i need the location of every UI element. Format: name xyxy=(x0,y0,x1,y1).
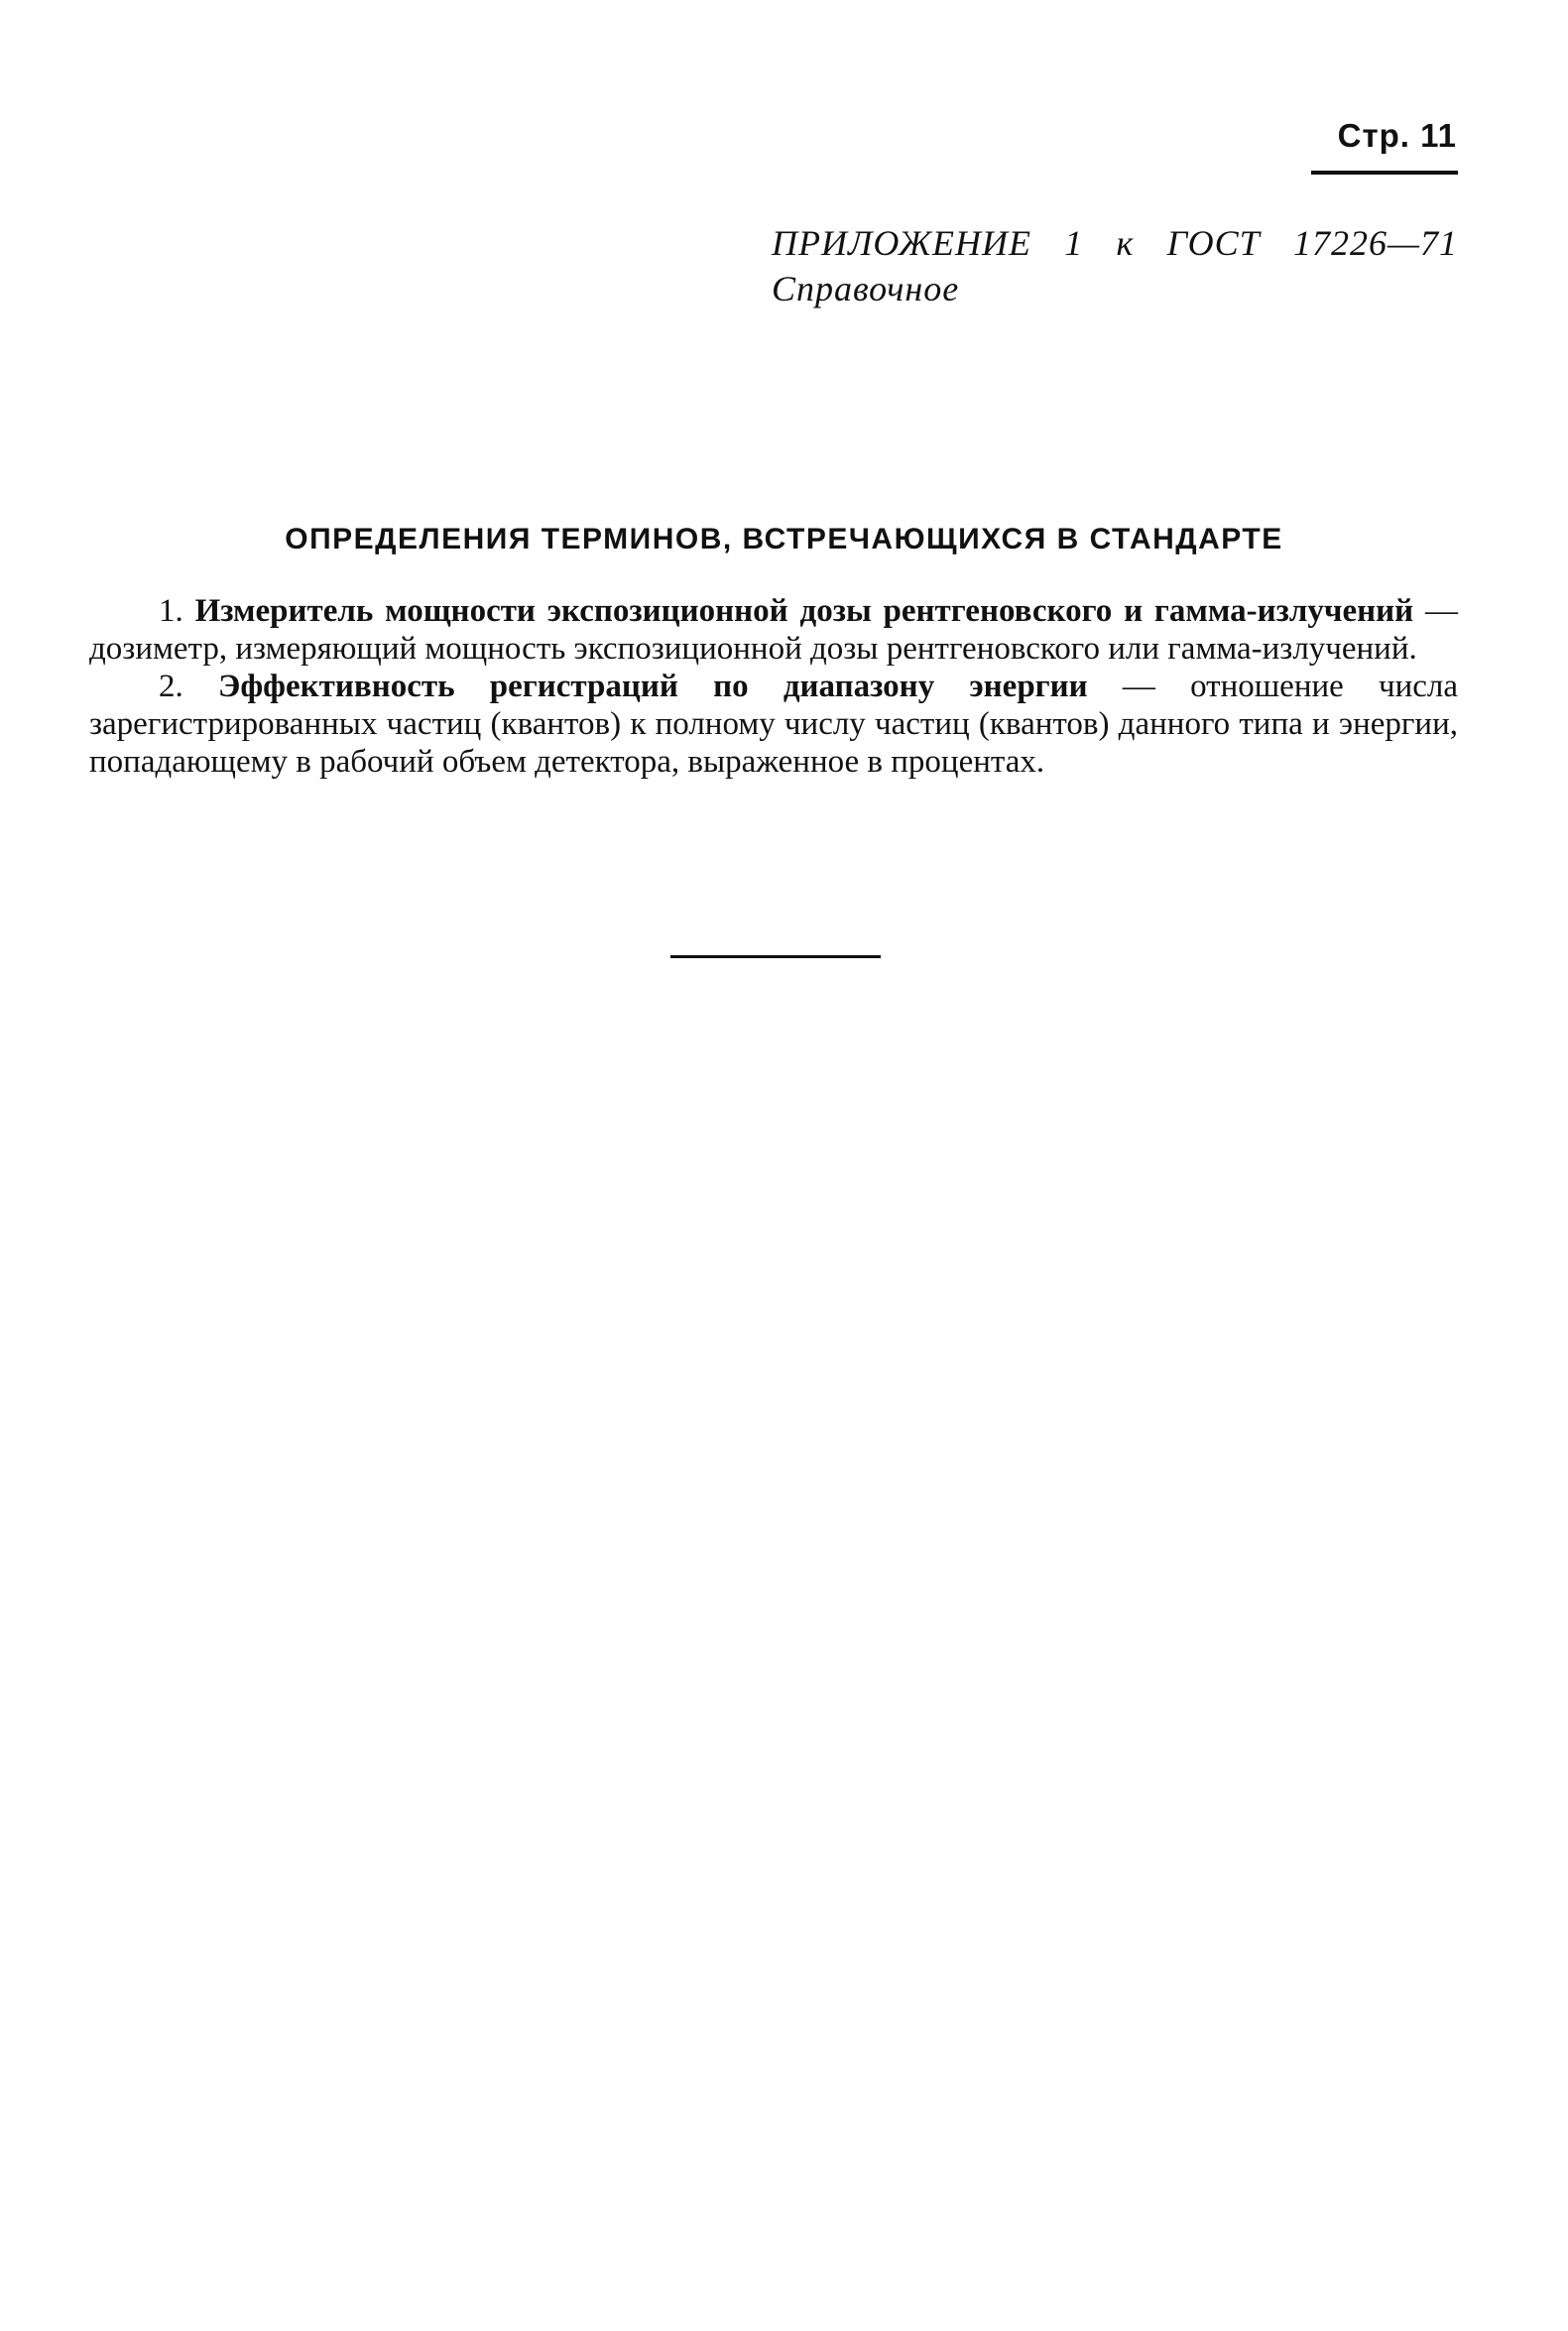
appendix-block xyxy=(772,220,1458,311)
appendix-title-word: 1 xyxy=(1064,223,1084,263)
appendix-title-word: ПРИЛОЖЕНИЕ xyxy=(772,223,1031,263)
definition-text: дозиметр, измеряющий мощность экспозиционной дозы рентгеновского или гамма-излучений. xyxy=(89,631,1417,667)
appendix-subtitle: Справочное xyxy=(772,269,960,308)
appendix-title-word: к xyxy=(1116,223,1135,263)
definitions-list xyxy=(89,592,1458,781)
page-number: Стр. 11 xyxy=(1337,117,1457,154)
definition-dash: — xyxy=(1087,669,1191,704)
appendix-title-word: 17226—71 xyxy=(1292,223,1458,263)
section-heading: ОПРЕДЕЛЕНИЯ ТЕРМИНОВ, ВСТРЕЧАЮЩИХСЯ В СТАНДАРТЕ xyxy=(285,523,1283,555)
definition-term: Эффективность регистраций по диапазону энергии xyxy=(217,669,1088,704)
definition-term: Измеритель мощности экспозиционной дозы рентгеновского и гамма-излучений xyxy=(194,593,1414,629)
definition-item xyxy=(89,592,1458,668)
end-rule xyxy=(670,955,881,958)
definition-number: 1. xyxy=(159,593,183,629)
page-number-rule xyxy=(1311,171,1458,175)
definition-dash: — xyxy=(1413,593,1458,629)
definition-number: 2. xyxy=(159,669,183,704)
appendix-title xyxy=(772,220,1458,266)
definition-text: отношение числа зарегистрированных частиц (квантов) к полному числу частиц (квантов) данного типа и энергии, попадающему в рабочий объем детектора, выраженное в процентах. xyxy=(89,669,1459,780)
definition-item xyxy=(89,668,1458,781)
appendix-title-word: ГОСТ xyxy=(1166,223,1261,263)
